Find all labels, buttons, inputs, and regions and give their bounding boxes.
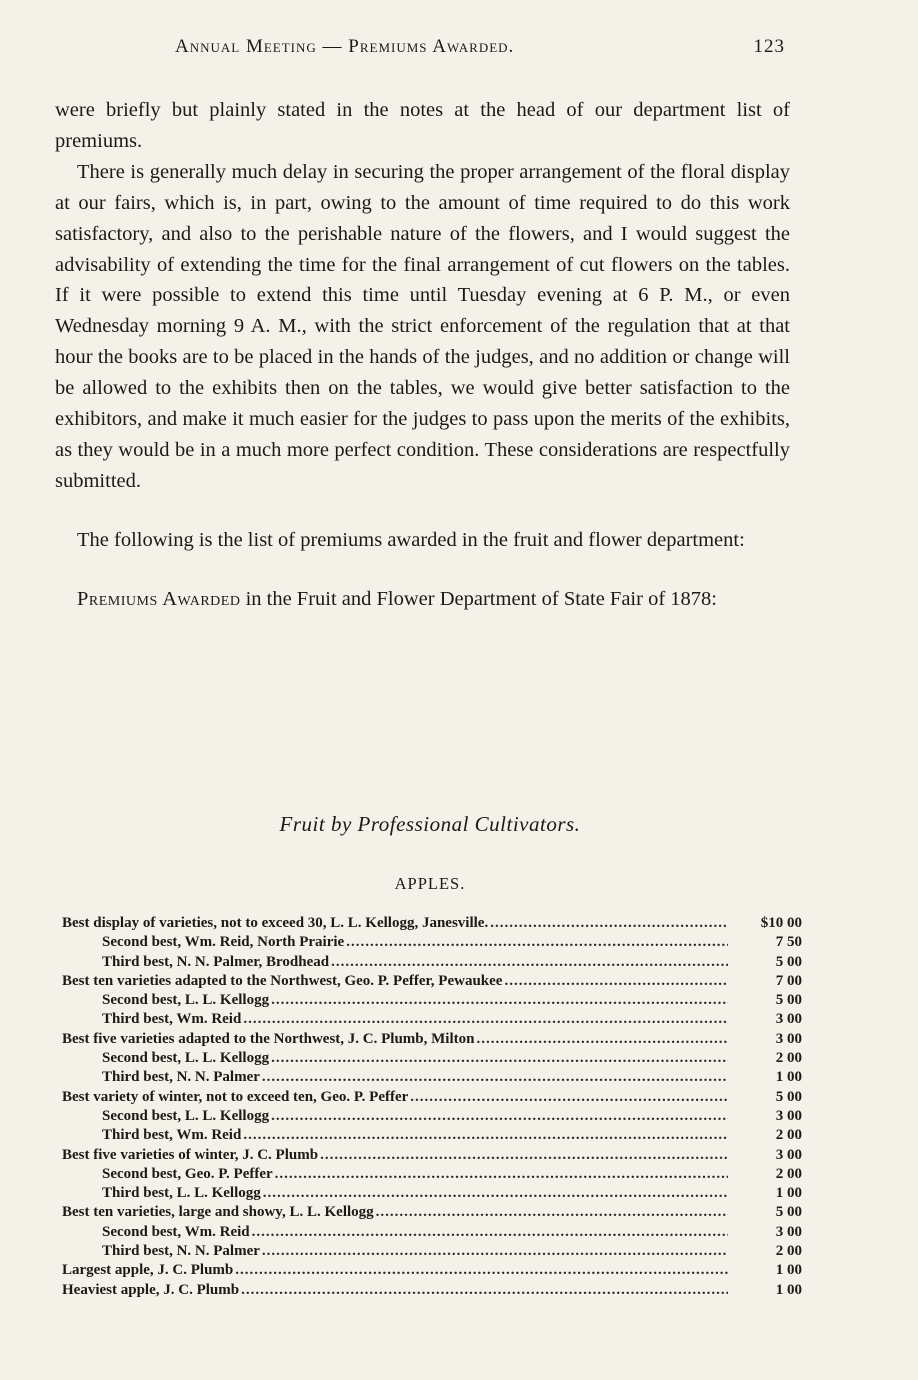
- premium-row: [62, 933, 802, 952]
- dot-leader: [262, 1068, 728, 1087]
- premium-amount: 3 00: [775, 1146, 802, 1163]
- premium-label: Second best, L. L. Kellogg: [102, 1050, 270, 1067]
- paragraph-list-intro: The following is the list of premiums awarded in the fruit and flower department:: [77, 528, 745, 551]
- premium-row: [62, 1010, 802, 1029]
- premium-amount: 5 00: [775, 1088, 802, 1105]
- dot-leader: [243, 1126, 728, 1145]
- premium-row: [62, 1030, 802, 1049]
- premium-row: [62, 1261, 802, 1280]
- dot-leader: [263, 1184, 728, 1203]
- premium-label: Second best, Wm. Reid: [102, 1223, 250, 1240]
- premium-row: [62, 1146, 802, 1165]
- premium-row: [62, 1223, 802, 1242]
- dot-leader: [476, 1030, 728, 1049]
- dot-leader: [331, 953, 728, 972]
- premium-amount: 3 00: [775, 1107, 802, 1124]
- premium-label: Second best, Wm. Reid, North Prairie: [102, 934, 345, 951]
- premium-amount: 1 00: [775, 1281, 802, 1298]
- premium-amount: 3 00: [775, 1030, 802, 1047]
- running-header-title: Annual Meeting — Premiums Awarded.: [175, 36, 515, 57]
- premium-amount: 2 00: [775, 1127, 802, 1144]
- premium-label: Third best, Wm. Reid: [102, 1127, 242, 1144]
- dot-leader: [235, 1261, 728, 1280]
- premium-amount: 7 50: [775, 934, 802, 951]
- premium-label: Best ten varieties, large and showy, L. L. Kellogg: [62, 1204, 374, 1221]
- premium-amount: 2 00: [775, 1050, 802, 1067]
- dot-leader: [275, 1165, 728, 1184]
- premium-row: [62, 1088, 802, 1107]
- premium-row: [62, 1281, 802, 1300]
- premium-amount: 3 00: [775, 1011, 802, 1028]
- dot-leader: [271, 1107, 728, 1126]
- premium-row: [62, 1068, 802, 1087]
- premium-label: Second best, L. L. Kellogg: [102, 1107, 270, 1124]
- dot-leader: [271, 991, 728, 1010]
- premium-label: Best variety of winter, not to exceed ten, Geo. P. Peffer: [62, 1088, 409, 1105]
- premium-amount: 5 00: [775, 953, 802, 970]
- paragraph-floral-display: There is generally much delay in securing the proper arrangement of the floral display at our fairs, which is, in part, owing to the amount of time required to do this work satisfactory, and also to the perishable nature of the flowers, and I would suggest the advisability of extending the time for the final arrangement of cut flowers on the tables. If it were possible to extend this time until Tuesday evening at 6 P. M., or even Wednesday morning 9 A. M., with the strict enforcement of the regulation that at that hour the books are to be placed in the hands of the judges, and no addition or change will be allowed to the exhibits then on the tables, we would give better satisfaction to the exhibitors, and make it much easier for the judges to pass upon the merits of the exhibits, as they would be in a much more perfect condition. These considerations are respectfully submitted.: [55, 160, 790, 492]
- premium-label: Second best, Geo. P. Peffer: [102, 1165, 273, 1182]
- premium-amount: 1 00: [775, 1069, 802, 1086]
- premium-label: Best five varieties of winter, J. C. Plumb: [62, 1146, 319, 1163]
- premium-label: Third best, N. N. Palmer: [102, 1243, 260, 1260]
- premium-amount: 2 00: [775, 1243, 802, 1260]
- premiums-awarded-rest: in the Fruit and Flower Department of State Fair of 1878:: [240, 587, 717, 610]
- premium-label: Second best, L. L. Kellogg: [102, 992, 270, 1009]
- premium-row: [62, 991, 802, 1010]
- dot-leader: [241, 1281, 728, 1300]
- dot-leader: [262, 1242, 728, 1261]
- subheading: Fruit by Professional Cultivators.: [279, 812, 581, 836]
- dot-leader: [252, 1223, 728, 1242]
- premium-row: [62, 1203, 802, 1222]
- premium-label: Third best, L. L. Kellogg: [102, 1185, 261, 1202]
- running-header: [175, 36, 785, 58]
- premium-label: Third best, N. N. Palmer: [102, 1069, 260, 1086]
- premium-label: Best five varieties adapted to the Northwest, J. C. Plumb, Milton: [62, 1030, 475, 1047]
- premium-row: [62, 1242, 802, 1261]
- premium-amount: 1 00: [775, 1185, 802, 1202]
- premiums-awarded-lead: Premiums Awarded: [77, 587, 241, 610]
- dot-leader: [504, 972, 728, 991]
- dot-leader: [243, 1010, 728, 1029]
- dot-leader: [410, 1088, 728, 1107]
- premium-row: [62, 1165, 802, 1184]
- paragraph-premiums-awarded: [55, 584, 790, 615]
- premium-label: Third best, Wm. Reid: [102, 1011, 242, 1028]
- premium-amount: 3 00: [775, 1223, 802, 1240]
- premium-label: Heaviest apple, J. C. Plumb: [62, 1281, 240, 1298]
- dot-leader: [320, 1146, 728, 1165]
- dot-leader: [346, 933, 728, 952]
- dot-leader: [376, 1203, 728, 1222]
- premium-amount: 7 00: [775, 972, 802, 989]
- premium-amount: $10 00: [760, 915, 802, 931]
- premium-row: [62, 914, 802, 933]
- page-number: 123: [753, 36, 785, 57]
- premium-row: [62, 953, 802, 972]
- premium-label: Largest apple, J. C. Plumb: [62, 1262, 234, 1279]
- premium-row: [62, 1107, 802, 1126]
- premium-label: Third best, N. N. Palmer, Brodhead: [102, 953, 330, 970]
- dot-leader: [271, 1049, 728, 1068]
- premium-amount: 5 00: [775, 992, 802, 1009]
- premium-amount: 2 00: [775, 1165, 802, 1182]
- premium-label: Best ten varieties adapted to the Northwest, Geo. P. Peffer, Pewaukee: [62, 972, 503, 989]
- dot-leader: [490, 914, 728, 933]
- premium-amount: 1 00: [775, 1262, 802, 1279]
- premium-amount: 5 00: [775, 1204, 802, 1221]
- body-text: [55, 95, 790, 615]
- premium-row: [62, 972, 802, 991]
- premium-row: [62, 1049, 802, 1068]
- section-title: APPLES.: [394, 874, 466, 893]
- paragraph-continuation: were briefly but plainly stated in the notes at the head of our department list of premiums.: [55, 99, 790, 152]
- premium-list: [62, 914, 802, 1300]
- premium-label: Best display of varieties, not to exceed 30, L. L. Kellogg, Janesville.: [62, 915, 489, 931]
- premium-row: [62, 1184, 802, 1203]
- premium-row: [62, 1126, 802, 1145]
